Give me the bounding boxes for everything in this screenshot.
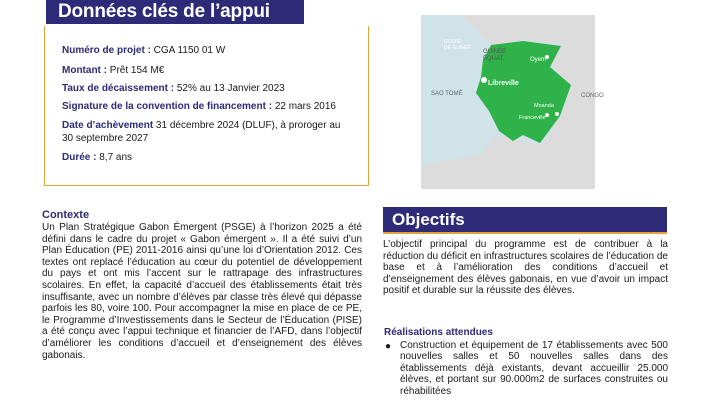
contexte-title: Contexte [42, 209, 90, 221]
duration-value: 8,7 ans [96, 152, 133, 163]
key-data-title: Données clés de l’appui AFD [46, 0, 304, 24]
objectifs-paragraph: L’objectif principal du programme est de contribuer à la réduction du déficit en infrastructures scolaires de l’éducation de base et à l’amélioration des conditions d’accueil et d’enseignement des élèves gabonais, en vue d’avoir un impact positif et durable sur la réussite des élèves. [383, 239, 668, 297]
franceville-marker [555, 112, 559, 116]
map-svg [421, 15, 604, 189]
project-number-label: Numéro de projet : [62, 45, 151, 56]
completion-row [62, 119, 352, 145]
disbursement-value: 52% au 13 Janvier 2023 [174, 83, 285, 94]
golfe-line-1: GOLFE [444, 39, 461, 45]
objectifs-underline [383, 232, 667, 234]
contexte-paragraph: Un Plan Stratégique Gabon Émergent (PSGE) à l’horizon 2025 a été défini dans le cadre du projet « Gabon émergent ». Il a été suivi d’un Plan Éducation (PE) 2011-2016 ainsi qu’une loi d’Orientation 2012. Ces textes ont replacé l’éducation au cœur du potentiel de développement du pays et ont mis l’accent sur le rattrapage des infrastructures scolaires. En effet, la capacité d’accueil des établissements était très insuffisante, avec un nombre d’élèves par classe très élevé qui dépasse parfois les 80, voire 100. Pour accompagner la mise en place de ce PE, le Programme d’Investissements dans le Secteur de l’Éducation (PISE) a été conçu avec l’appui technique et financier de l’AFD, dans l’objectif d’améliorer les conditions d’accueil et d’enseignement des élèves gabonais. [42, 222, 362, 361]
completion-label: Date d’achèvement [62, 120, 154, 131]
bullet-icon: ● [385, 341, 392, 352]
gabon-map [421, 15, 604, 189]
guinee-line-2: ÉQUAT. [483, 56, 505, 62]
realisations-title: Réalisations attendues [384, 327, 493, 338]
duration-label: Durée : [62, 152, 97, 163]
amount-value: Prêt 154 M€ [107, 65, 165, 76]
completion-value: 31 décembre 2024 (DLUF), à proroger au 30 septembre 2027 [62, 120, 341, 144]
congo-label: CONGO [581, 93, 604, 99]
amount-row [62, 64, 164, 77]
disbursement-label: Taux de décaissement : [62, 83, 175, 94]
signature-value: 22 mars 2016 [272, 101, 336, 112]
objectifs-title: Objectifs [383, 207, 667, 232]
guinee-line-1: GUINÉE [483, 49, 507, 55]
golfe-line-2: DE GUINÉE [444, 45, 472, 51]
signature-row [62, 100, 336, 113]
disbursement-row [62, 82, 285, 95]
oyem-label: Oyem [530, 57, 547, 63]
project-number-row [62, 44, 225, 57]
duration-row [62, 151, 132, 164]
libreville-label: Libreville [488, 80, 519, 87]
amount-label: Montant : [62, 65, 107, 76]
realisation-bullet: Construction et équipement de 17 établissements avec 500 nouvelles salles et 50 nouvelles salles dans des établissements déjà existants, devant accueillir 25.000 élèves, et portant sur 90.000m2 de surfaces construites ou réhabilitées [400, 340, 668, 397]
libreville-marker [481, 77, 487, 83]
project-number-value: CGA 1150 01 W [150, 45, 226, 56]
signature-label: Signature de la convention de financement : [62, 101, 273, 112]
moanda-marker [545, 113, 549, 117]
sao-tome-label: SAO TOMÉ [431, 91, 463, 97]
franceville-label: Franceville [519, 115, 546, 121]
moanda-label: Moanda [534, 103, 554, 109]
